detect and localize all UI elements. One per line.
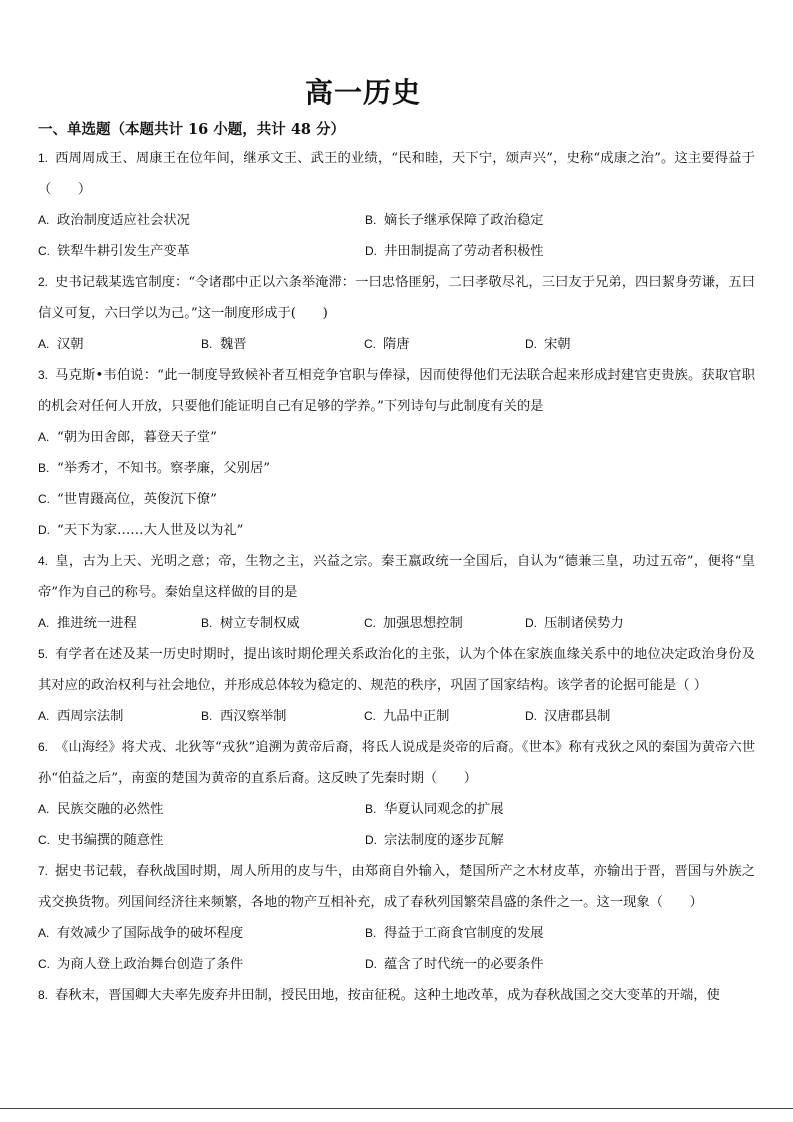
option-a — [38, 422, 755, 453]
option-list — [38, 701, 755, 732]
question-number: 1. — [38, 151, 49, 165]
option-text: 政治制度适应社会状况 — [57, 213, 190, 228]
question-8 — [38, 980, 755, 1011]
option-text: 西周宗法制 — [57, 709, 124, 724]
option-text: 铁犁牛耕引发生产变革 — [57, 244, 190, 259]
question-7 — [38, 856, 755, 980]
option-d — [525, 701, 755, 732]
option-letter: D. — [525, 709, 537, 723]
option-letter: C. — [38, 492, 50, 506]
option-letter: C. — [364, 337, 376, 351]
page-bottom-rule — [0, 1108, 793, 1109]
option-b — [365, 205, 755, 236]
question-list — [38, 143, 755, 1011]
option-letter: B. — [201, 337, 213, 351]
question-number: 8. — [38, 988, 49, 1002]
option-text: 得益于工商食官制度的发展 — [384, 926, 544, 941]
question-number: 6. — [38, 740, 49, 754]
option-text: 树立专制权威 — [220, 616, 300, 631]
option-a — [38, 794, 365, 825]
option-a — [38, 608, 201, 639]
option-letter: D. — [365, 957, 377, 971]
question-text: 据史书记载，春秋战国时期，周人所用的皮与牛，由郑商自外输入，楚国所产之木材皮革，亦输出于晋，晋国与外族之戎交换货物。列国间经济往来频繁，各地的物产互相补充，成了春秋列国繁荣昌盛的条件之一。这一现象（ ） — [38, 864, 755, 910]
option-c — [38, 949, 365, 980]
option-letter: D. — [365, 244, 377, 258]
option-list — [38, 794, 755, 856]
question-number: 4. — [38, 554, 49, 568]
option-letter: D. — [38, 523, 50, 537]
question-text: 有学者在述及某一历史时期时，提出该时期伦理关系政治化的主张，认为个体在家族血缘关系中的地位决定政治身份及其对应的政治权利与社会地位，并形成总体较为稳定的、规范的秩序，巩固了国家结构。该学者的论据可能是（ ） — [38, 647, 755, 693]
question-text: 史书记载某选官制度：“令诸郡中正以六条举淹滞：一曰忠恪匪躬，二曰孝敬尽礼，三曰友于兄弟，四曰絜身劳谦，五曰信义可复，六曰学以为己。”这一制度形成于( ) — [38, 275, 755, 321]
option-text: 井田制提高了劳动者积极性 — [384, 244, 544, 259]
question-stem — [38, 267, 755, 329]
question-3 — [38, 360, 755, 546]
option-letter: B. — [38, 461, 50, 475]
option-letter: B. — [365, 926, 377, 940]
option-letter: B. — [365, 802, 377, 816]
option-b — [201, 608, 364, 639]
option-b — [201, 701, 364, 732]
question-2 — [38, 267, 755, 360]
option-b — [201, 329, 364, 360]
option-letter: A. — [38, 616, 50, 630]
option-letter: A. — [38, 337, 50, 351]
question-stem — [38, 546, 755, 608]
question-text: 马克斯•韦伯说：“此一制度导致候补者互相竞争官职与俸禄，因而使得他们无法联合起来形成封建官吏贵族。获取官职的机会对任何人开放，只要他们能证明自己有足够的学养。”下列诗句与此制度有关的是 — [38, 368, 755, 414]
option-text: 嫡长子继承保障了政治稳定 — [384, 213, 544, 228]
option-text: 魏晋 — [220, 337, 247, 352]
option-text: “天下为家……大人世及以为礼” — [57, 523, 244, 538]
option-a — [38, 701, 201, 732]
question-number: 5. — [38, 647, 49, 661]
option-text: 有效减少了国际战争的破坏程度 — [57, 926, 244, 941]
option-letter: B. — [201, 616, 213, 630]
option-text: 压制诸侯势力 — [544, 616, 624, 631]
option-text: 汉唐郡县制 — [544, 709, 611, 724]
option-c — [38, 825, 365, 856]
question-stem — [38, 639, 755, 701]
option-d — [525, 329, 755, 360]
question-stem — [38, 732, 755, 794]
question-number: 2. — [38, 275, 49, 289]
option-text: 汉朝 — [57, 337, 84, 352]
question-text: 《山海经》将犬戎、北狄等“戎狄”追溯为黄帝后裔，将氐人说成是炎帝的后裔。《世本》称有戎狄之风的秦国为黄帝六世孙“伯益之后”，南蛮的楚国为黄帝的直系后裔。这反映了先秦时期（ ） — [38, 740, 755, 786]
section-heading: 一、单选题（本题共计 16 小题，共计 48 分） — [38, 121, 346, 138]
question-stem — [38, 980, 755, 1011]
option-text: “朝为田舍郎，暮登天子堂” — [57, 430, 217, 445]
option-letter: A. — [38, 430, 50, 444]
option-c — [38, 484, 755, 515]
option-letter: C. — [38, 833, 50, 847]
option-text: 华夏认同观念的扩展 — [384, 802, 504, 817]
option-a — [38, 205, 365, 236]
option-d — [365, 825, 755, 856]
option-list — [38, 918, 755, 980]
option-letter: C. — [38, 244, 50, 258]
option-text: 推进统一进程 — [57, 616, 137, 631]
option-d — [365, 236, 755, 267]
option-d — [525, 608, 755, 639]
option-c — [364, 701, 525, 732]
option-letter: D. — [365, 833, 377, 847]
question-number: 7. — [38, 864, 49, 878]
question-text: 春秋末，晋国卿大夫率先废弃井田制，授民田地，按亩征税。这种土地改革，成为春秋战国之交大变革的开端，使 — [55, 988, 720, 1003]
option-b — [365, 794, 755, 825]
question-4 — [38, 546, 755, 639]
option-b — [38, 453, 755, 484]
option-c — [364, 608, 525, 639]
option-text: 九品中正制 — [383, 709, 450, 724]
question-1 — [38, 143, 755, 267]
option-text: 民族交融的必然性 — [57, 802, 164, 817]
option-text: 宋朝 — [544, 337, 571, 352]
question-stem — [38, 856, 755, 918]
question-stem — [38, 143, 755, 205]
option-letter: D. — [525, 337, 537, 351]
option-text: 宗法制度的逐步瓦解 — [384, 833, 504, 848]
option-letter: A. — [38, 213, 50, 227]
question-6 — [38, 732, 755, 856]
option-d — [38, 515, 755, 546]
page-title: 高一历史 — [304, 76, 421, 109]
option-text: 西汉察举制 — [220, 709, 287, 724]
option-letter: A. — [38, 926, 50, 940]
option-text: 史书编撰的随意性 — [57, 833, 164, 848]
option-text: 蕴含了时代统一的必要条件 — [384, 957, 544, 972]
option-list — [38, 422, 755, 546]
option-list — [38, 205, 755, 267]
question-number: 3. — [38, 368, 49, 382]
option-d — [365, 949, 755, 980]
option-letter: C. — [364, 616, 376, 630]
question-5 — [38, 639, 755, 732]
option-letter: D. — [525, 616, 537, 630]
option-text: “举秀才，不知书。察孝廉，父别居” — [57, 461, 271, 476]
option-letter: A. — [38, 802, 50, 816]
option-letter: C. — [364, 709, 376, 723]
option-a — [38, 918, 365, 949]
question-stem — [38, 360, 755, 422]
option-a — [38, 329, 201, 360]
option-text: 隋唐 — [383, 337, 410, 352]
option-text: 加强思想控制 — [383, 616, 463, 631]
option-letter: B. — [201, 709, 213, 723]
option-list — [38, 329, 755, 360]
option-letter: B. — [365, 213, 377, 227]
option-letter: C. — [38, 957, 50, 971]
option-c — [38, 236, 365, 267]
option-text: 为商人登上政治舞台创造了条件 — [57, 957, 244, 972]
option-c — [364, 329, 525, 360]
option-b — [365, 918, 755, 949]
question-text: 皇，古为上天、光明之意；帝，生物之主，兴益之宗。秦王嬴政统一全国后，自认为“德兼三皇，功过五帝”，便将“皇帝”作为自己的称号。秦始皇这样做的目的是 — [38, 554, 755, 600]
option-text: “世胄蹑高位，英俊沉下僚” — [57, 492, 217, 507]
question-text: 西周周成王、周康王在位年间，继承文王、武王的业绩，“民和睦，天下宁，颂声兴”，史称“成康之治”。这主要得益于（ ） — [38, 151, 755, 197]
option-letter: A. — [38, 709, 50, 723]
option-list — [38, 608, 755, 639]
